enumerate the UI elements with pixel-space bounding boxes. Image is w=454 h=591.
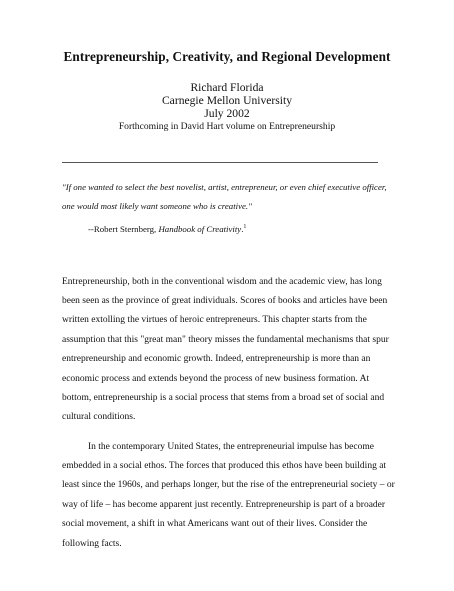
horizontal-rule [62,162,378,163]
epigraph-attribution [88,221,388,236]
author-name: Richard Florida [190,81,264,94]
author-block [0,81,454,133]
attribution-period: . [241,223,244,234]
document-title: Entrepreneurship, Creativity, and Regional Development [63,49,391,64]
body-paragraph-2: In the contemporary United States, the entrepreneurial impulse has become embedded in a social ethos. The forces that produced this ethos have been building at least since the 1960s, and perhaps longer, but the rise of the entrepreneurial society – or way of life – has become apparent just recently. Entrepreneurship is part of a broader social movement, a shift in what Americans want out of their lives. Consider the following facts. [62,441,395,549]
publication-note: Forthcoming in David Hart volume on Entrepreneurship [118,121,336,132]
author-affiliation: Carnegie Mellon University [161,94,293,107]
epigraph-quote: "If one wanted to select the best novelist, artist, entrepreneur, or even chief executive officer, one would most likely want someone who is creative." [62,182,387,211]
document-date: July 2002 [204,107,250,120]
footnote-marker[interactable]: 1 [243,224,247,230]
attribution-work-title: Handbook of Creativity [158,223,242,234]
attribution-author: --Robert Sternberg, [88,223,159,234]
body-paragraph-1: Entrepreneurship, both in the conventional wisdom and the academic view, has long been seen as the province of great individuals. Scores of books and articles have been written extolling the virtues of heroic entrepreneurs. This chapter starts from the assumption that this "great man" theory misses the fundamental mechanisms that spur entrepreneurship and economic growth. Indeed, entrepreneurship is more than an economic process and extends beyond the process of new business formation. At bottom, entrepreneurship is a social process that stems from a broad set of social and cultural conditions. [62,276,389,423]
